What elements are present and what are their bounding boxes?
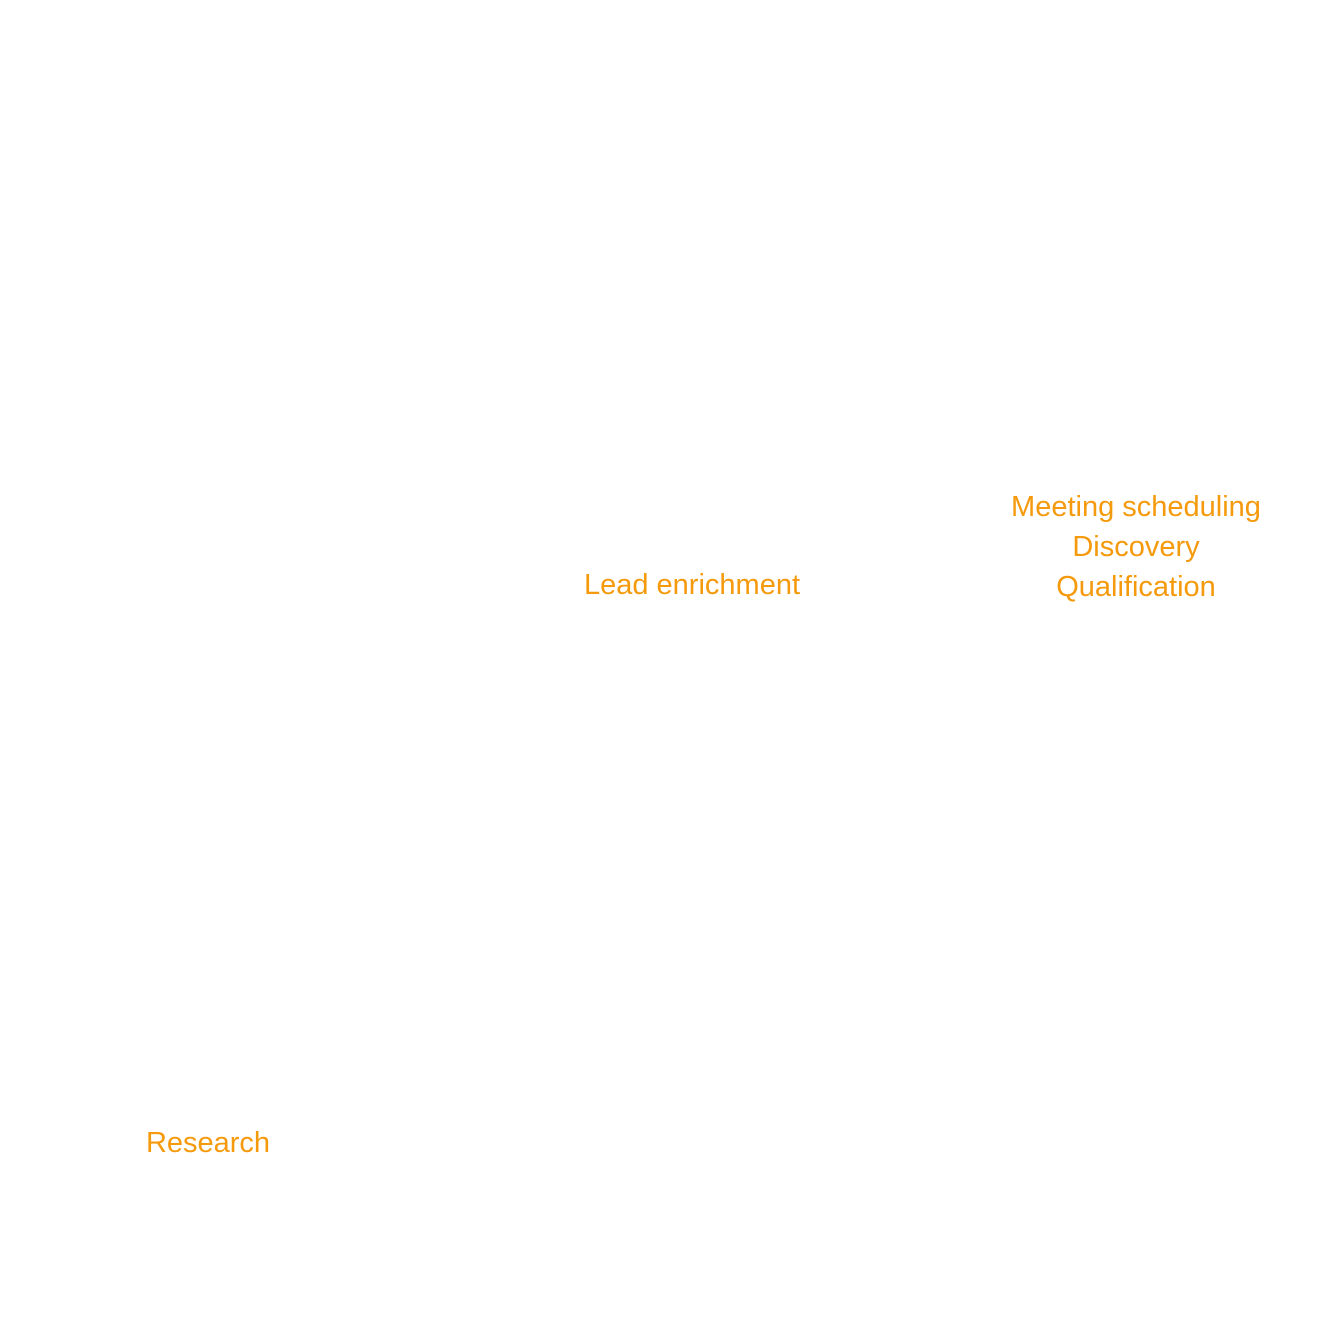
- research-label: Research: [145, 1127, 271, 1159]
- sales-stage-label-group: [976, 487, 1296, 607]
- lead-enrichment-label: Lead enrichment: [583, 569, 801, 601]
- qualification-label: Qualification: [1056, 571, 1216, 603]
- meeting-scheduling-label: Meeting scheduling: [1011, 491, 1261, 523]
- discovery-label: Discovery: [1072, 531, 1200, 563]
